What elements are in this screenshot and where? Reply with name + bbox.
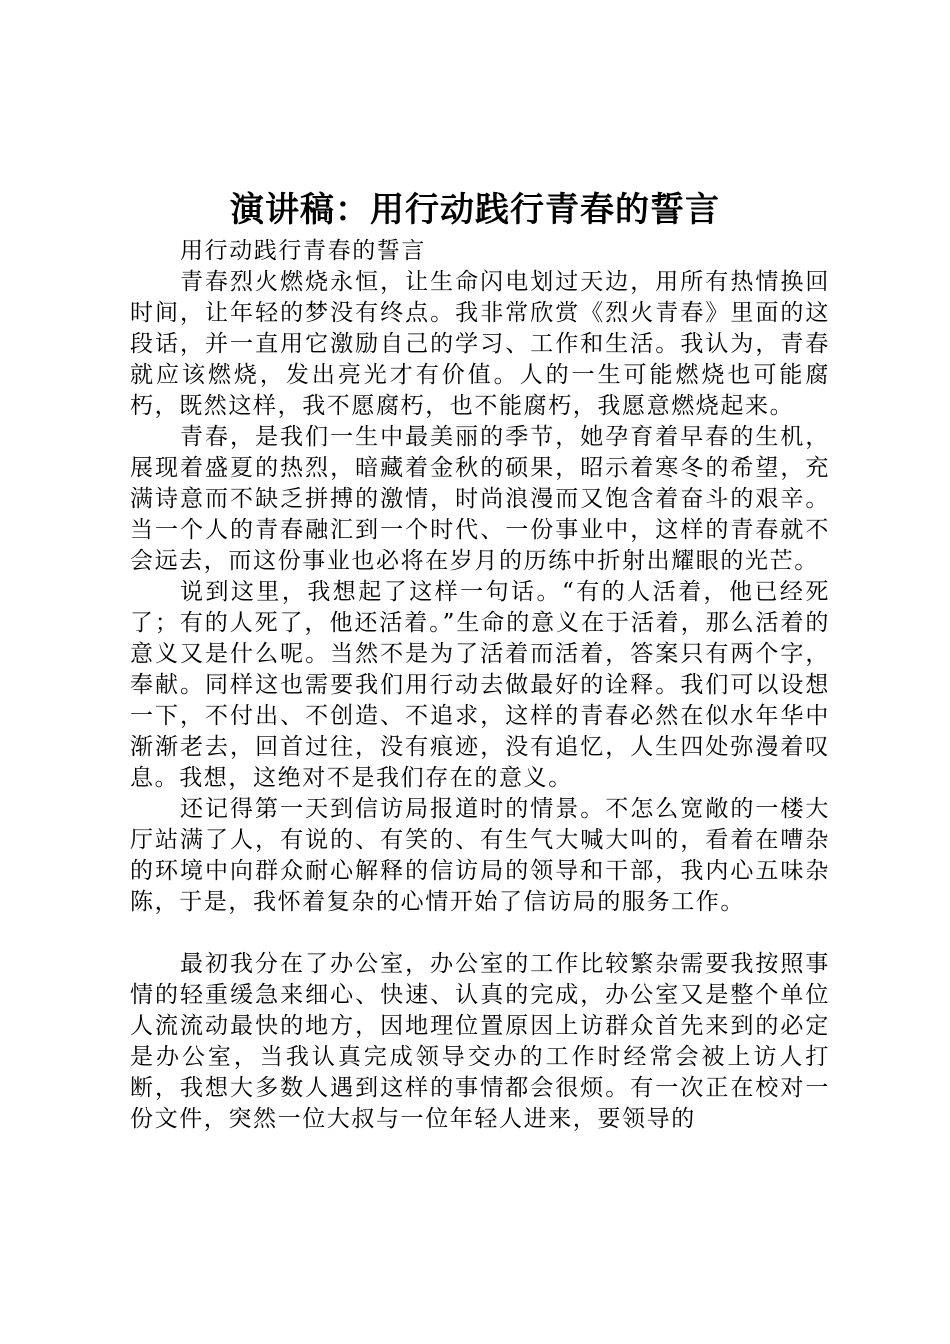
paragraph: 青春烈火燃烧永恒，让生命闪电划过天边，用所有热情换回时间，让年轻的梦没有终点。我非常欣赏《烈火青春》里面的这段话，并一直用它激励自己的学习、工作和生活。我认为，青春就应该燃烧，发出亮光才有价值。人的一生可能燃烧也可能腐朽，既然这样，我不愿腐朽，也不能腐朽，我愿意燃烧起来。 (130, 269, 830, 419)
paragraph: 青春，是我们一生中最美丽的季节，她孕育着早春的生机，展现着盛夏的热烈，暗藏着金秋的硕果，昭示着寒冬的希望，充满诗意而不缺乏拼搏的激情，时尚浪漫而又饱含着奋斗的艰辛。当一个人的青春融汇到一个时代、一份事业中，这样的青春就不会远去，而这份事业也必将在岁月的历练中折射出耀眼的光芒。 (130, 424, 830, 574)
document-body (130, 236, 830, 1135)
paragraph-spacer (130, 918, 830, 949)
paragraph: 还记得第一天到信访局报道时的情景。不怎么宽敞的一楼大厅站满了人，有说的、有笑的、有生气大喊大叫的，看着在嘈杂的环境中向群众耐心解释的信访局的领导和干部，我内心五味杂陈，于是，我怀着复杂的心情开始了信访局的服务工作。 (130, 796, 830, 915)
document-subtitle: 用行动践行青春的誓言 (180, 238, 426, 264)
paragraph: 最初我分在了办公室，办公室的工作比较繁杂需要我按照事情的轻重缓急来细心、快速、认真的完成，办公室又是整个单位人流流动最快的地方，因地理位置原因上访群众首先来到的必定是办公室，当我认真完成领导交办的工作时经常会被上访人打断，我想大多数人遇到这样的事情都会很烦。有一次正在校对一份文件，突然一位大叔与一位年轻人进来，要领导的 (130, 951, 830, 1132)
paragraph: 说到这里，我想起了这样一句话。“有的人活着，他已经死了；有的人死了，他还活着。”生命的意义在于活着，那么活着的意义又是什么呢。当然不是为了活着而活着，答案只有两个字，奉献。同样这也需要我们用行动去做最好的诠释。我们可以设想一下，不付出、不创造、不追求，这样的青春必然在似水年华中渐渐老去，回首过往，没有痕迹，没有追忆，人生四处弥漫着叹息。我想，这绝对不是我们存在的意义。 (130, 579, 830, 791)
document-title: 演讲稿：用行动践行青春的誓言 (230, 190, 720, 230)
